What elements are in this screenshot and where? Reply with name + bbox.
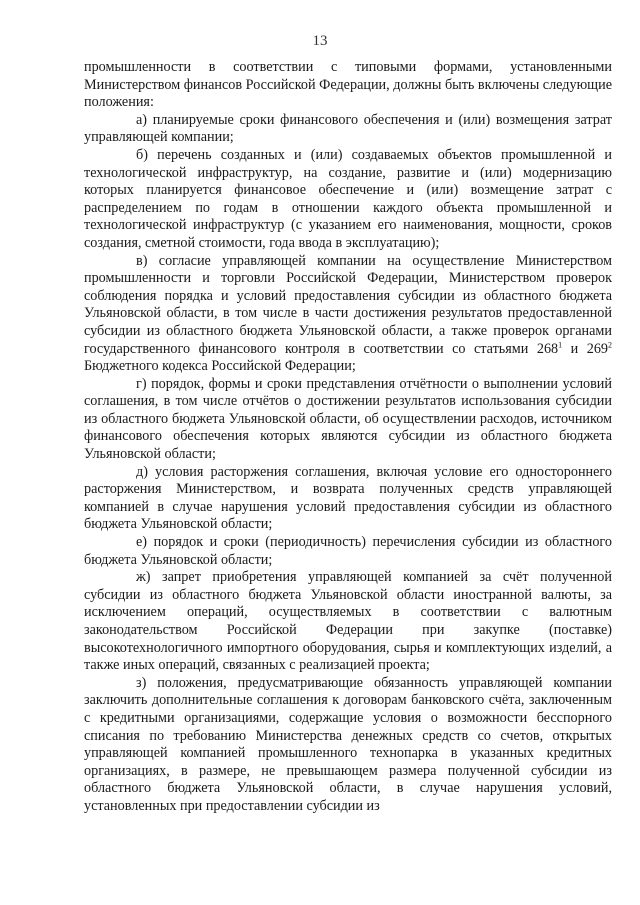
item-a: а) планируемые сроки финансового обеспечения и (или) возмещения затрат управляющей компании; <box>84 111 612 146</box>
item-v-superscript-1: 1 <box>558 339 563 349</box>
item-v <box>84 253 612 376</box>
page-number: 13 <box>312 33 328 49</box>
item-g: г) порядок, формы и сроки представления отчётности о выполнении условий соглашения, в том числе отчётов о достижении результатов использования субсидии из областного бюджета Ульяновской области, об осуществлении расходов, источником финансового обеспечения которых являются субсидии из областного бюджета Ульяновской области; <box>84 375 612 463</box>
item-v-text-2: и 269 <box>562 340 609 357</box>
item-z: з) положения, предусматривающие обязанность управляющей компании заключить дополнительные соглашения к договорам банковского счёта, заключенным с кредитными организациями, содержащие условия о возможности бесспорного списания по требованию Министерства денежных средств со счетов, открытых управляющей компанией промышленного технопарка в указанных кредитных организациях, в размере, не превышающем размера полученной субсидии из областного бюджета Ульяновской области, в случае нарушения условий, установленных при предоставлении субсидии из <box>84 674 612 814</box>
intro-paragraph: промышленности в соответствии с типовыми формами, установленными Министерством финансов Российской Федерации, должны быть включены следующие положения: <box>84 59 612 111</box>
item-v-superscript-2: 2 <box>608 339 613 349</box>
item-e: е) порядок и сроки (периодичность) перечисления субсидии из областного бюджета Ульяновской области; <box>84 534 612 568</box>
item-b: б) перечень созданных и (или) создаваемых объектов промышленной и технологической инфраструктур, на создание, развитие и (или) модернизацию которых планируется финансовое обеспечение и (или) возмещение затрат с распределением по годам в отношении каждого объекта промышленной и технологической инфраструктур (с указанием его наименования, мощности, сроков создания, сметной стоимости, года ввода в эксплуатацию); <box>84 146 612 251</box>
document-body <box>84 59 612 816</box>
item-d: д) условия расторжения соглашения, включая условие его одностороннего расторжения Министерством, и возврата полученных средств управляющей компанией в случае нарушения условий предоставления субсидии из областного бюджета Ульяновской области; <box>84 463 612 533</box>
item-v-text-1: в) согласие управляющей компании на осуществление Министерством промышленности и торговли Российской Федерации, Министерством проверок соблюдения порядка и условий предоставления субсидии из областного бюджета Ульяновской области, в том числе в части достижения результатов предоставленной субсидии из областного бюджета Ульяновской области, а также проверок органами государственного финансового контроля в соответствии со статьями 268 <box>84 252 612 357</box>
item-zh: ж) запрет приобретения управляющей компанией за счёт полученной субсидии из областного бюджета Ульяновской области иностранной валюты, за исключением операций, осуществляемых в соответствии с валютным законодательством Российской Федерации при закупке (поставке) высокотехнологичного импортного оборудования, сырья и комплектующих изделий, а также иных операций, связанных с реализацией проекта; <box>84 569 612 674</box>
item-v-text-3: Бюджетного кодекса Российской Федерации; <box>84 358 356 375</box>
